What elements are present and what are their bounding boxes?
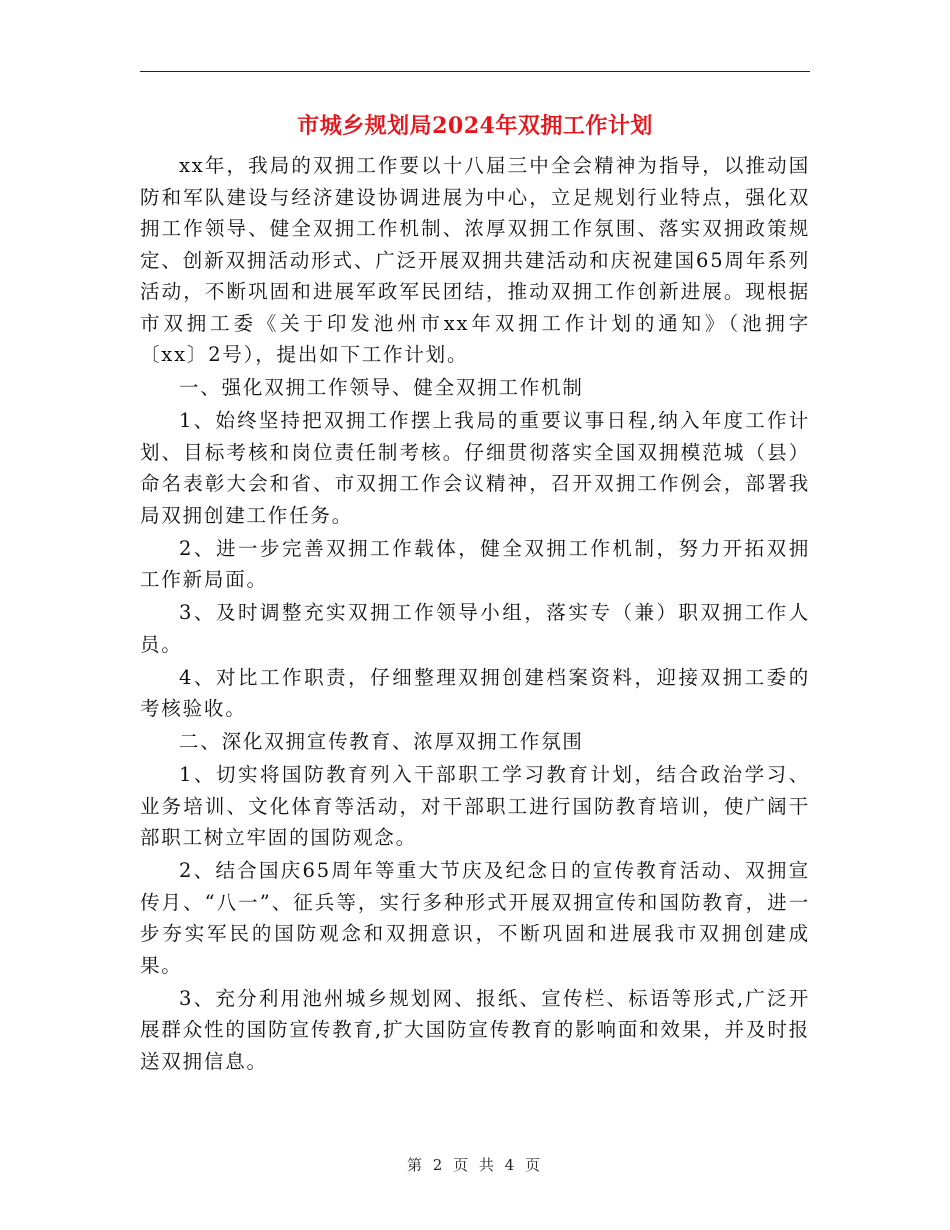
page-number: 第 2 页 共 4 页 <box>407 1156 543 1174</box>
header-rule <box>140 71 810 72</box>
paragraph-intro: xx年，我局的双拥工作要以十八届三中全会精神为指导，以推动国防和军队建设与经济建设协调进展为中心，立足规划行业特点，强化双拥工作领导、健全双拥工作机制、浓厚双拥工作氛围、落实双拥政策规定、创新双拥活动形式、广泛开展双拥共建活动和庆祝建国65周年系列活动，不断巩固和进展军政军民团结，推动双拥工作创新进展。现根据市双拥工委《关于印发池州市xx年双拥工作计划的通知》（池拥字〔xx〕2号），提出如下工作计划。 <box>140 154 810 366</box>
document-title: 市城乡规划局2024年双拥工作计划 <box>297 113 653 139</box>
paragraph-2-3: 3、充分利用池州城乡规划网、报纸、宣传栏、标语等形式,广泛开展群众性的国防宣传教育,扩大国防宣传教育的影响面和效果，并及时报送双拥信息。 <box>140 986 810 1073</box>
paragraph-1-1: 1、始终坚持把双拥工作摆上我局的重要议事日程,纳入年度工作计划、目标考核和岗位责任制考核。仔细贯彻落实全国双拥模范城（县）命名表彰大会和省、市双拥工作会议精神，召开双拥工作例会，部署我局双拥创建工作任务。 <box>140 409 810 527</box>
section-heading-2: 二、深化双拥宣传教育、浓厚双拥工作氛围 <box>179 730 584 753</box>
document-body <box>140 150 810 1079</box>
paragraph-2-2: 2、结合国庆65周年等重大节庆及纪念日的宣传教育活动、双拥宣传月、“八一”、征兵等，实行多种形式开展双拥宣传和国防教育，进一步夯实军民的国防观念和双拥意识，不断巩固和进展我市双拥创建成果。 <box>140 859 810 977</box>
paragraph-1-2: 2、进一步完善双拥工作载体，健全双拥工作机制，努力开拓双拥工作新局面。 <box>140 536 810 591</box>
section-heading-1: 一、强化双拥工作领导、健全双拥工作机制 <box>179 376 584 399</box>
paragraph-1-4: 4、对比工作职责，仔细整理双拥创建档案资料，迎接双拥工委的考核验收。 <box>140 665 810 720</box>
paragraph-1-3: 3、及时调整充实双拥工作领导小组，落实专（兼）职双拥工作人员。 <box>140 601 810 656</box>
paragraph-2-1: 1、切实将国防教育列入干部职工学习教育计划，结合政治学习、业务培训、文化体育等活动，对干部职工进行国防教育培训，使广阔干部职工树立牢固的国防观念。 <box>140 763 810 849</box>
